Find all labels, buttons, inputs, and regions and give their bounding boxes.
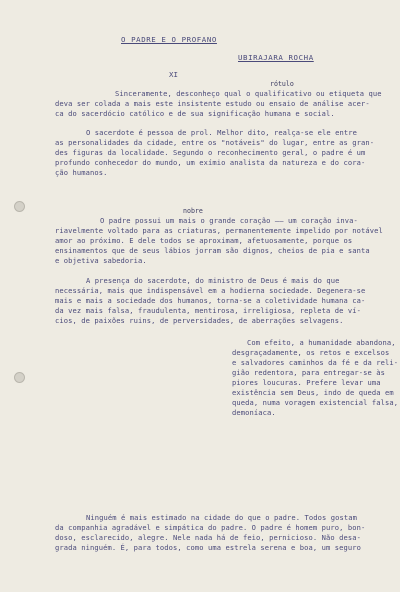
indented-text-line: desgraçadamente, os retos e excelsos	[232, 348, 390, 357]
text-line: profundo conhecedor do mundo, um exímio analista da natureza e do cora-	[55, 158, 366, 167]
text-line: ca do sacerdócio católico e de sua significação humana e social.	[55, 109, 335, 118]
text-line: necessária, mais que indispensável em a hodierna sociedade. Degenera-se	[55, 286, 366, 295]
text-line: des figuras da localidade. Segundo o reconhecimento geral, o padre é um	[55, 148, 366, 157]
text-line: Sinceramente, desconheço qual o qualificativo ou etiqueta que	[115, 89, 382, 98]
document-title: O PADRE E O PROFANO	[121, 35, 217, 44]
text-line: Ninguém é mais estimado na cidade do que o padre. Todos gostam	[86, 513, 357, 522]
section-number: XI	[169, 70, 178, 79]
handwritten-insertion: rótulo	[270, 80, 294, 88]
text-line: riavelmente voltado para as criaturas, permanentemente impelido por notável	[55, 226, 383, 235]
text-line: ensinamentos que de seus lábios jorram são dignos, cheios de pia e santa	[55, 246, 370, 255]
text-line: as personalidades da cidade, entre os "notáveis" do lugar, entre as gran-	[55, 138, 375, 147]
text-line: ção humanos.	[55, 168, 108, 177]
text-line: grada ninguém. É, para todos, como uma estrela serena e boa, um seguro	[55, 543, 361, 552]
text-line: da vez mais falsa, fraudulenta, mentirosa, irreligiosa, repleta de ví-	[55, 306, 361, 315]
indented-text-line: gião redentora, para entregar-se às	[232, 368, 385, 377]
indented-text-line: existência sem Deus, indo de queda em	[232, 388, 394, 397]
text-line: A presença do sacerdote, do ministro de Deus é mais do que	[86, 276, 340, 285]
text-line: doso, esclarecido, alegre. Nele nada há de feio, pernicioso. Não desa-	[55, 533, 361, 542]
text-line: da companhia agradável e simpática do padre. O padre é homem puro, bon-	[55, 523, 366, 532]
indented-text-line: queda, numa voragem existencial falsa,	[232, 398, 399, 407]
text-line: cios, de paixões ruins, de perversidades, de aberrações selvagens.	[55, 316, 344, 325]
text-line: mais e mais a sociedade dos humanos, torna-se a coletividade humana ca-	[55, 296, 366, 305]
document-author: UBIRAJARA ROCHA	[238, 53, 314, 62]
indented-text-line: piores loucuras. Prefere levar uma	[232, 378, 381, 387]
indented-text-line: Com efeito, a humanidade abandona,	[247, 338, 396, 347]
text-line: amor ao próximo. E dele todos se aproximam, afetuosamente, porque os	[55, 236, 353, 245]
indented-text-line: e salvadores caminhos da fé e da reli-	[232, 358, 399, 367]
text-line: e objetiva sabedoria.	[55, 256, 147, 265]
handwritten-insertion: nobre	[183, 207, 203, 215]
text-line: deva ser colada a mais este insistente estudo ou ensaio de análise acer-	[55, 99, 370, 108]
punch-hole	[14, 201, 25, 212]
indented-text-line: demoníaca.	[232, 408, 276, 417]
text-line: O padre possui um mais o grande coração —— um coração inva-	[100, 216, 358, 225]
text-line: O sacerdote é pessoa de prol. Melhor dito, realça-se ele entre	[86, 128, 357, 137]
punch-hole	[14, 372, 25, 383]
